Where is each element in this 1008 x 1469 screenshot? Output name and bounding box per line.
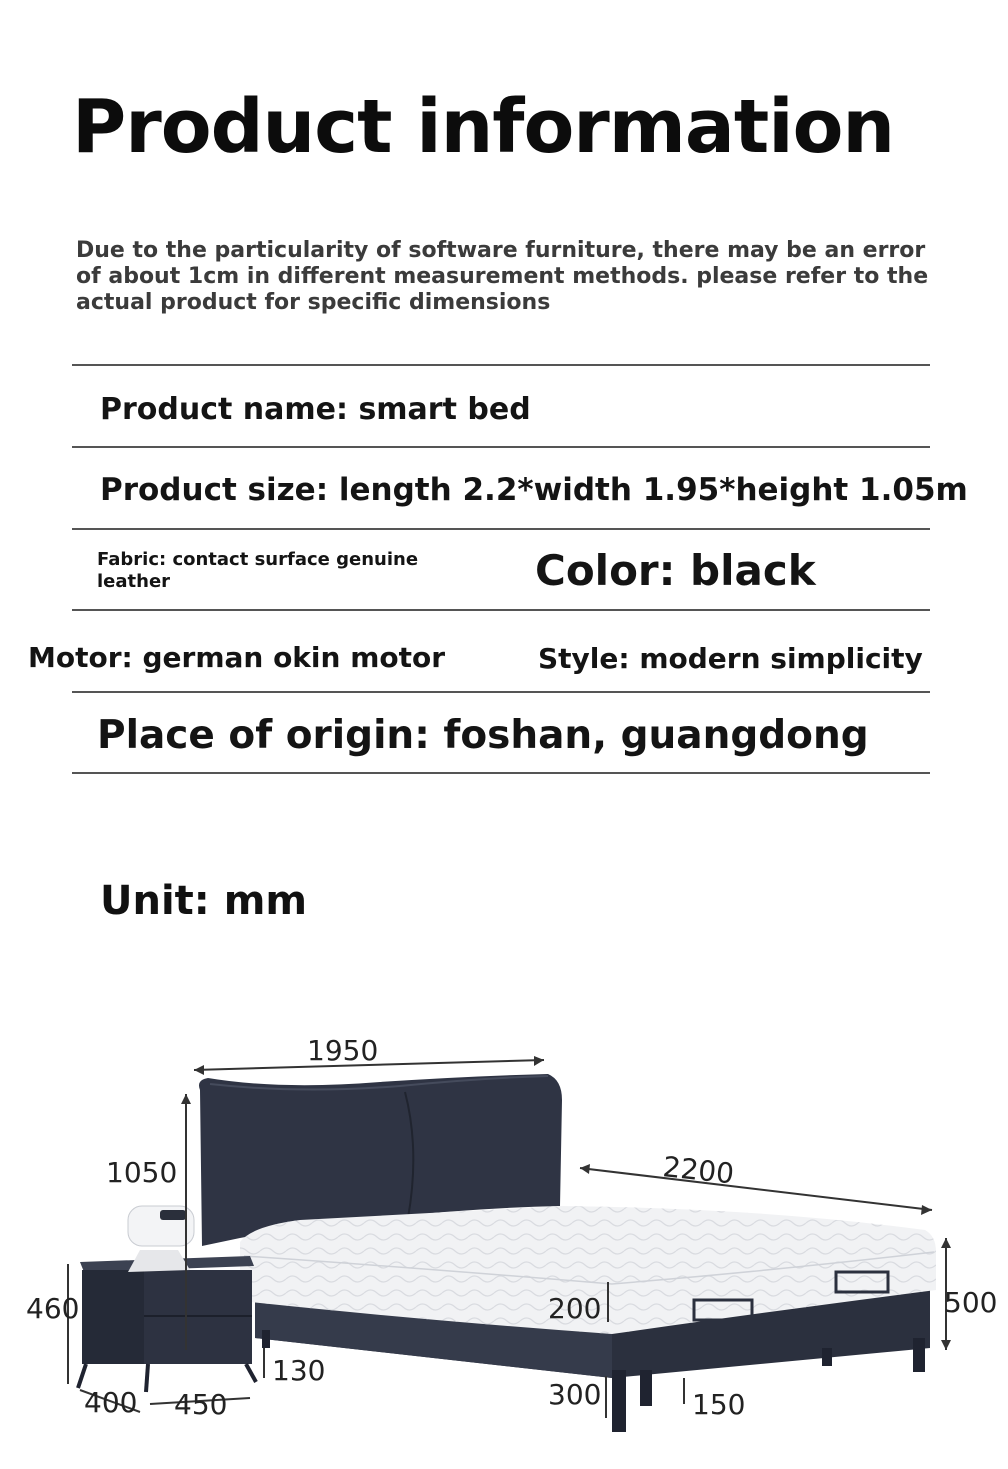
dim-nightstand-depth: 400 [84, 1386, 138, 1419]
spec-style: Style: modern simplicity [538, 642, 923, 675]
spec-color: Color: black [535, 546, 816, 595]
dim-nightstand-height: 460 [26, 1292, 80, 1325]
dim-frame-height: 300 [548, 1378, 602, 1411]
spec-product-size: Product size: length 2.2*width 1.95*height 1.05m [100, 472, 968, 508]
dim-leg-height: 150 [692, 1388, 746, 1421]
spec-motor: Motor: german okin motor [28, 641, 446, 674]
divider [72, 772, 930, 774]
dim-mattress-thickness: 200 [548, 1292, 602, 1325]
spec-origin: Place of origin: foshan, guangdong [97, 713, 869, 758]
divider [72, 364, 930, 366]
unit-label: Unit: mm [100, 878, 308, 924]
page-title: Product information [72, 84, 895, 170]
divider [72, 691, 930, 693]
spec-product-name: Product name: smart bed [100, 392, 531, 427]
bed-dimension-diagram [0, 1020, 1008, 1460]
divider [72, 528, 930, 530]
divider [72, 446, 930, 448]
divider [72, 609, 930, 611]
dim-nightstand-width: 450 [174, 1388, 228, 1421]
dim-bed-length: 2200 [661, 1150, 736, 1191]
disclaimer-text: Due to the particularity of software furniture, there may be an error of about 1cm in different measurement methods. please refer to the actual product for specific dimensions [76, 238, 929, 315]
projector-device [128, 1206, 194, 1272]
nightstand [78, 1256, 256, 1392]
spec-fabric: Fabric: contact surface genuine leather [97, 549, 419, 592]
dim-side-height: 500 [944, 1286, 998, 1319]
dim-headboard-height: 1050 [106, 1156, 178, 1189]
dim-bed-width: 1950 [307, 1034, 379, 1067]
dim-nightstand-leg: 130 [272, 1354, 326, 1387]
